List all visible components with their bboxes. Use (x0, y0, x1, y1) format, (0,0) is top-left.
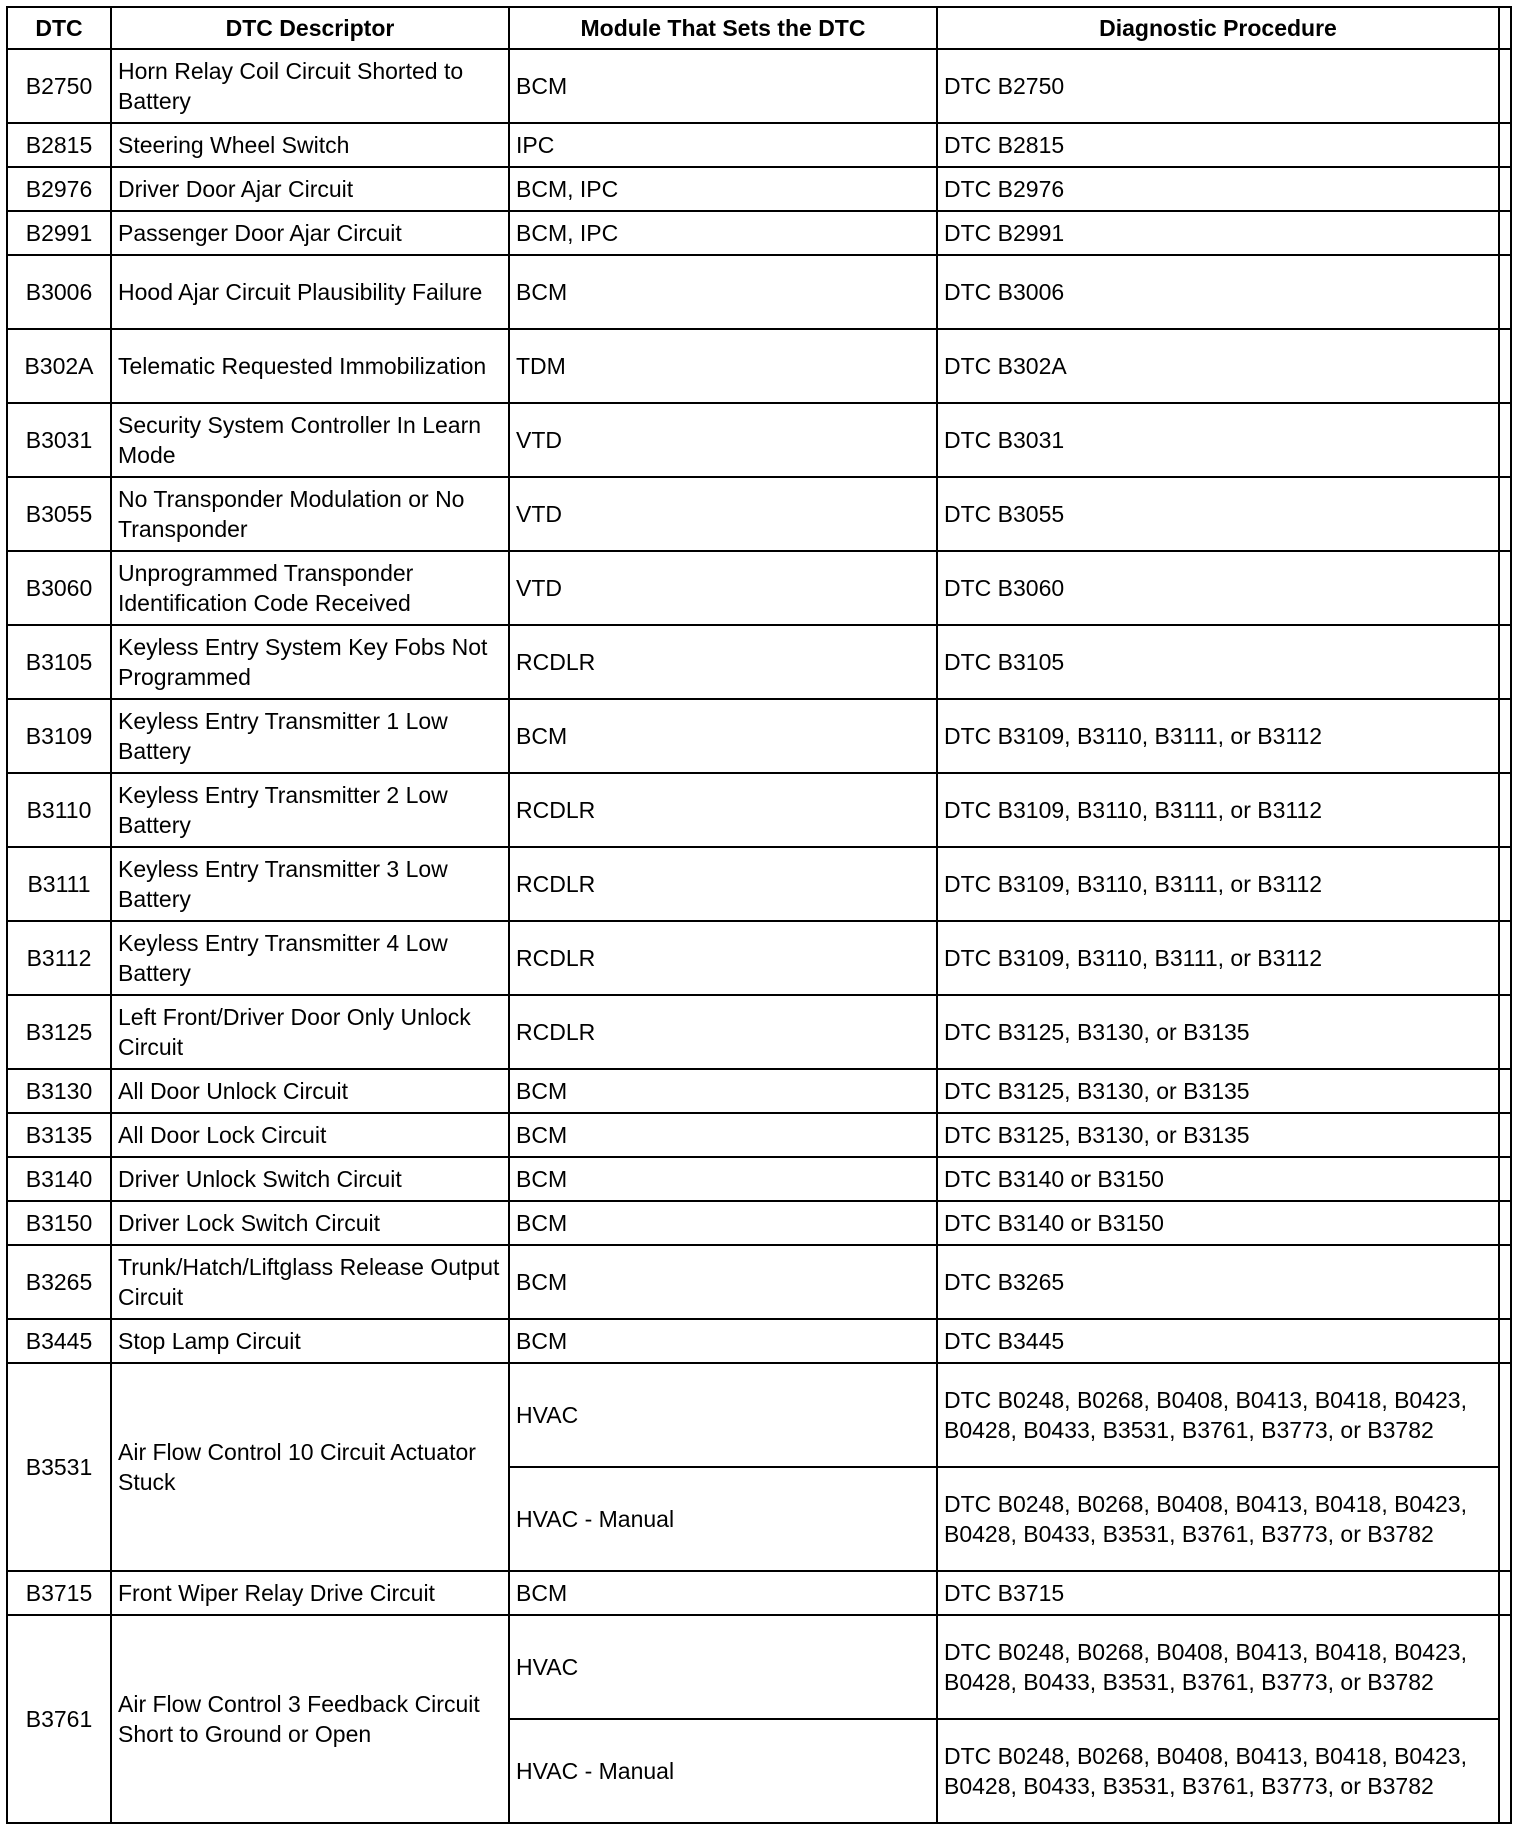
dtc-code: B3445 (7, 1319, 111, 1363)
table-row (7, 1069, 1511, 1113)
row-edge (1499, 1069, 1511, 1113)
row-edge (1499, 167, 1511, 211)
dtc-procedure: DTC B3265 (937, 1245, 1499, 1319)
dtc-code: B3265 (7, 1245, 111, 1319)
dtc-descriptor: Stop Lamp Circuit (111, 1319, 509, 1363)
row-edge (1499, 1363, 1511, 1571)
header-module: Module That Sets the DTC (509, 7, 937, 49)
dtc-descriptor: Unprogrammed Transponder Identification Code Received (111, 551, 509, 625)
table-row (7, 1245, 1511, 1319)
dtc-code: B3031 (7, 403, 111, 477)
dtc-module: VTD (509, 551, 937, 625)
table-row (7, 699, 1511, 773)
table-row (7, 847, 1511, 921)
dtc-descriptor: Front Wiper Relay Drive Circuit (111, 1571, 509, 1615)
dtc-module: BCM (509, 699, 937, 773)
dtc-module: BCM (509, 1113, 937, 1157)
dtc-procedure: DTC B3445 (937, 1319, 1499, 1363)
row-edge (1499, 211, 1511, 255)
dtc-module: VTD (509, 403, 937, 477)
header-edge (1499, 7, 1511, 49)
dtc-code: B2991 (7, 211, 111, 255)
header-procedure: Diagnostic Procedure (937, 7, 1499, 49)
dtc-code: B3110 (7, 773, 111, 847)
row-edge (1499, 329, 1511, 403)
table-row (7, 1615, 1511, 1719)
dtc-procedure: DTC B0248, B0268, B0408, B0413, B0418, B0423, B0428, B0433, B3531, B3761, B3773, or B3782 (937, 1719, 1499, 1823)
dtc-procedure: DTC B0248, B0268, B0408, B0413, B0418, B0423, B0428, B0433, B3531, B3761, B3773, or B3782 (937, 1363, 1499, 1467)
dtc-code: B302A (7, 329, 111, 403)
table-row (7, 1363, 1511, 1467)
row-edge (1499, 477, 1511, 551)
row-edge (1499, 1615, 1511, 1823)
dtc-procedure: DTC B3140 or B3150 (937, 1201, 1499, 1245)
dtc-code: B3125 (7, 995, 111, 1069)
dtc-descriptor: Driver Door Ajar Circuit (111, 167, 509, 211)
dtc-module: BCM (509, 255, 937, 329)
dtc-procedure: DTC B3105 (937, 625, 1499, 699)
dtc-module: BCM (509, 1157, 937, 1201)
dtc-table (6, 6, 1512, 1824)
dtc-code: B3112 (7, 921, 111, 995)
dtc-descriptor: All Door Unlock Circuit (111, 1069, 509, 1113)
dtc-descriptor: Horn Relay Coil Circuit Shorted to Battery (111, 49, 509, 123)
dtc-module: BCM (509, 1319, 937, 1363)
table-row (7, 1157, 1511, 1201)
dtc-procedure: DTC B3109, B3110, B3111, or B3112 (937, 699, 1499, 773)
row-edge (1499, 921, 1511, 995)
dtc-descriptor: Hood Ajar Circuit Plausibility Failure (111, 255, 509, 329)
dtc-descriptor: Security System Controller In Learn Mode (111, 403, 509, 477)
dtc-descriptor: Driver Unlock Switch Circuit (111, 1157, 509, 1201)
dtc-descriptor: Air Flow Control 3 Feedback Circuit Short to Ground or Open (111, 1615, 509, 1823)
row-edge (1499, 1201, 1511, 1245)
dtc-procedure: DTC B3109, B3110, B3111, or B3112 (937, 773, 1499, 847)
table-row (7, 329, 1511, 403)
dtc-procedure: DTC B3060 (937, 551, 1499, 625)
table-row (7, 1113, 1511, 1157)
dtc-code: B3140 (7, 1157, 111, 1201)
dtc-code: B3105 (7, 625, 111, 699)
row-edge (1499, 699, 1511, 773)
dtc-module: RCDLR (509, 773, 937, 847)
table-row (7, 551, 1511, 625)
dtc-module: RCDLR (509, 995, 937, 1069)
dtc-code: B2976 (7, 167, 111, 211)
table-row (7, 123, 1511, 167)
row-edge (1499, 625, 1511, 699)
row-edge (1499, 1245, 1511, 1319)
dtc-module: RCDLR (509, 921, 937, 995)
dtc-descriptor: Trunk/Hatch/Liftglass Release Output Circuit (111, 1245, 509, 1319)
dtc-code: B3111 (7, 847, 111, 921)
dtc-descriptor: Keyless Entry Transmitter 2 Low Battery (111, 773, 509, 847)
table-row (7, 211, 1511, 255)
dtc-descriptor: Air Flow Control 10 Circuit Actuator Stuck (111, 1363, 509, 1571)
dtc-module: BCM (509, 1571, 937, 1615)
table-row (7, 773, 1511, 847)
dtc-descriptor: Driver Lock Switch Circuit (111, 1201, 509, 1245)
header-dtc: DTC (7, 7, 111, 49)
dtc-procedure: DTC B3715 (937, 1571, 1499, 1615)
dtc-code: B3761 (7, 1615, 111, 1823)
row-edge (1499, 995, 1511, 1069)
row-edge (1499, 123, 1511, 167)
dtc-descriptor: Keyless Entry Transmitter 3 Low Battery (111, 847, 509, 921)
table-row (7, 995, 1511, 1069)
dtc-procedure: DTC B2991 (937, 211, 1499, 255)
dtc-module: BCM (509, 1069, 937, 1113)
dtc-code: B3135 (7, 1113, 111, 1157)
row-edge (1499, 773, 1511, 847)
row-edge (1499, 1113, 1511, 1157)
dtc-module: BCM, IPC (509, 211, 937, 255)
row-edge (1499, 403, 1511, 477)
dtc-module: RCDLR (509, 847, 937, 921)
dtc-module: HVAC - Manual (509, 1467, 937, 1571)
dtc-descriptor: Steering Wheel Switch (111, 123, 509, 167)
dtc-module: TDM (509, 329, 937, 403)
dtc-code: B3130 (7, 1069, 111, 1113)
dtc-code: B2815 (7, 123, 111, 167)
table-row (7, 625, 1511, 699)
dtc-module: HVAC (509, 1363, 937, 1467)
dtc-procedure: DTC B2976 (937, 167, 1499, 211)
dtc-code: B3006 (7, 255, 111, 329)
dtc-descriptor: Passenger Door Ajar Circuit (111, 211, 509, 255)
dtc-code: B3531 (7, 1363, 111, 1571)
dtc-procedure: DTC B2815 (937, 123, 1499, 167)
dtc-procedure: DTC B0248, B0268, B0408, B0413, B0418, B0423, B0428, B0433, B3531, B3761, B3773, or B3782 (937, 1467, 1499, 1571)
dtc-code: B3715 (7, 1571, 111, 1615)
dtc-module: BCM (509, 49, 937, 123)
dtc-descriptor: Telematic Requested Immobilization (111, 329, 509, 403)
table-row (7, 403, 1511, 477)
dtc-descriptor: Keyless Entry Transmitter 4 Low Battery (111, 921, 509, 995)
header-descriptor: DTC Descriptor (111, 7, 509, 49)
dtc-procedure: DTC B302A (937, 329, 1499, 403)
dtc-module: IPC (509, 123, 937, 167)
dtc-procedure: DTC B2750 (937, 49, 1499, 123)
row-edge (1499, 847, 1511, 921)
dtc-descriptor: Left Front/Driver Door Only Unlock Circuit (111, 995, 509, 1069)
dtc-code: B3055 (7, 477, 111, 551)
dtc-procedure: DTC B3055 (937, 477, 1499, 551)
dtc-procedure: DTC B3006 (937, 255, 1499, 329)
row-edge (1499, 1319, 1511, 1363)
dtc-code: B3060 (7, 551, 111, 625)
table-row (7, 167, 1511, 211)
table-row (7, 1319, 1511, 1363)
table-row (7, 49, 1511, 123)
dtc-procedure: DTC B3031 (937, 403, 1499, 477)
dtc-procedure: DTC B0248, B0268, B0408, B0413, B0418, B0423, B0428, B0433, B3531, B3761, B3773, or B3782 (937, 1615, 1499, 1719)
dtc-module: RCDLR (509, 625, 937, 699)
row-edge (1499, 551, 1511, 625)
table-row (7, 1571, 1511, 1615)
dtc-descriptor: Keyless Entry Transmitter 1 Low Battery (111, 699, 509, 773)
dtc-descriptor: All Door Lock Circuit (111, 1113, 509, 1157)
row-edge (1499, 49, 1511, 123)
row-edge (1499, 255, 1511, 329)
dtc-module: HVAC - Manual (509, 1719, 937, 1823)
dtc-descriptor: Keyless Entry System Key Fobs Not Programmed (111, 625, 509, 699)
dtc-procedure: DTC B3125, B3130, or B3135 (937, 1069, 1499, 1113)
row-edge (1499, 1571, 1511, 1615)
dtc-procedure: DTC B3125, B3130, or B3135 (937, 995, 1499, 1069)
dtc-module: VTD (509, 477, 937, 551)
dtc-procedure: DTC B3109, B3110, B3111, or B3112 (937, 921, 1499, 995)
table-row (7, 255, 1511, 329)
dtc-procedure: DTC B3125, B3130, or B3135 (937, 1113, 1499, 1157)
dtc-code: B3150 (7, 1201, 111, 1245)
header-row (7, 7, 1511, 49)
dtc-code: B3109 (7, 699, 111, 773)
table-row (7, 921, 1511, 995)
row-edge (1499, 1157, 1511, 1201)
dtc-module: BCM (509, 1201, 937, 1245)
table-row (7, 1201, 1511, 1245)
dtc-procedure: DTC B3109, B3110, B3111, or B3112 (937, 847, 1499, 921)
dtc-procedure: DTC B3140 or B3150 (937, 1157, 1499, 1201)
dtc-module: BCM (509, 1245, 937, 1319)
dtc-module: BCM, IPC (509, 167, 937, 211)
table-row (7, 477, 1511, 551)
dtc-code: B2750 (7, 49, 111, 123)
dtc-module: HVAC (509, 1615, 937, 1719)
dtc-descriptor: No Transponder Modulation or No Transponder (111, 477, 509, 551)
